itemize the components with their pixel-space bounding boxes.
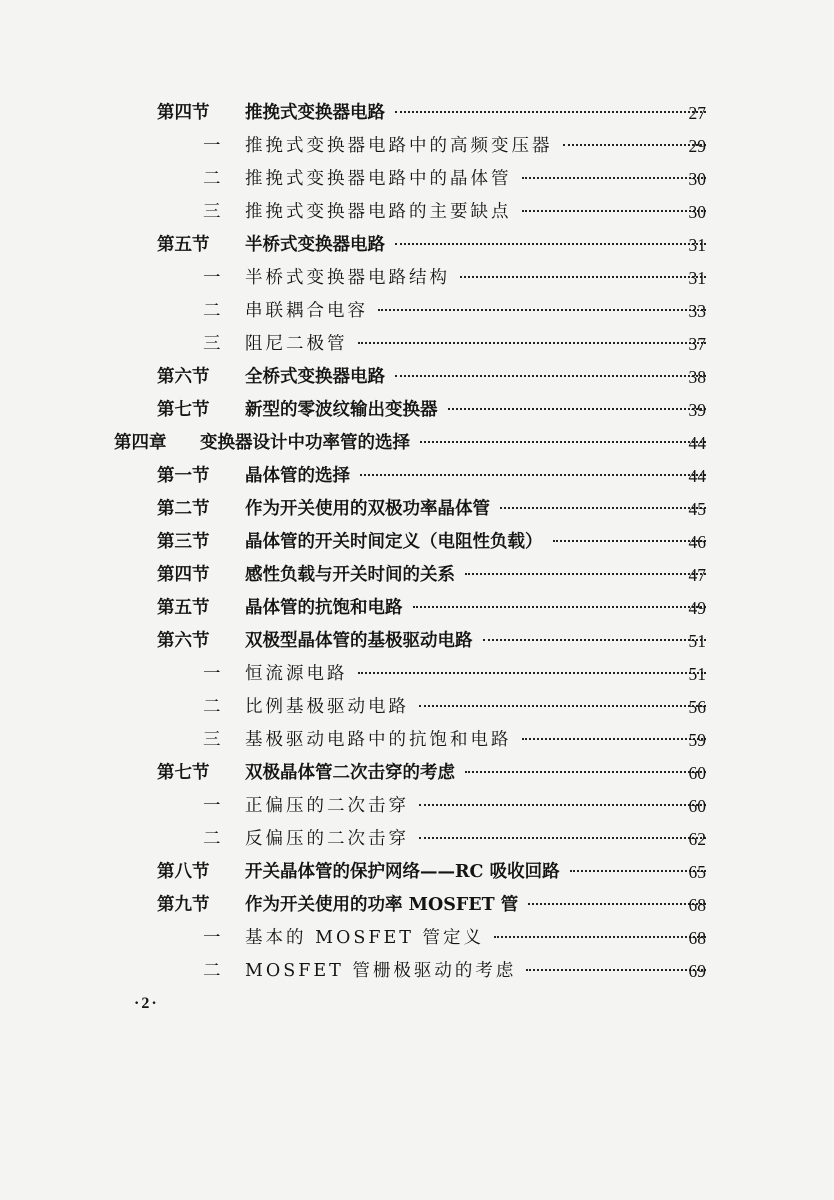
toc-entry-title-line: [245, 163, 706, 196]
toc-entry-page: 56: [688, 697, 706, 717]
dot-leader: [378, 308, 706, 311]
toc-entry-title: 变换器设计中功率管的选择: [200, 433, 410, 453]
toc-subsection-entry: [0, 955, 834, 988]
toc-section-entry: [0, 592, 834, 625]
toc-section-entry: [0, 493, 834, 526]
toc-entry-title: 推挽式变换器电路的主要缺点: [245, 202, 512, 222]
toc-entry-page: 29: [688, 136, 706, 156]
toc-entry-number: 三: [203, 202, 221, 222]
toc-entry-title-line: [245, 625, 706, 658]
toc-entry-title-line: [245, 328, 706, 361]
toc-entry-title-line: [200, 427, 706, 460]
toc-subsection-entry: [0, 691, 834, 724]
toc-entry-page: 49: [688, 598, 706, 618]
toc-entry-title: 推挽式变换器电路中的晶体管: [245, 169, 512, 189]
toc-entry-number: 第五节: [157, 235, 210, 255]
toc-entry-page: 51: [688, 664, 706, 684]
toc-entry-page: 59: [688, 730, 706, 750]
toc-section-entry: [0, 460, 834, 493]
toc-entry-number: 二: [203, 169, 221, 189]
toc-entry-title: 新型的零波纹输出变换器: [245, 400, 438, 420]
toc-entry-title: 推挽式变换器电路中的高频变压器: [245, 136, 553, 156]
toc-entry-page: 47: [688, 565, 706, 585]
toc-entry-title: 全桥式变换器电路: [245, 367, 385, 387]
toc-subsection-entry: [0, 130, 834, 163]
toc-entry-number: 一: [203, 136, 221, 156]
toc-entry-title: 半桥式变换器电路: [245, 235, 385, 255]
dot-leader: [360, 473, 706, 476]
toc-entry-title-line: [245, 229, 706, 262]
toc-subsection-entry: [0, 922, 834, 955]
toc-entry-number: 第九节: [157, 895, 210, 915]
toc-entry-title-line: [245, 526, 706, 559]
toc-entry-page: 44: [688, 433, 706, 453]
toc-entry-number: 第五节: [157, 598, 210, 618]
toc-entry-title-line: [245, 592, 706, 625]
toc-entry-title-line: [245, 394, 706, 427]
toc-entry-number: 第四章: [114, 433, 167, 453]
dot-leader: [483, 638, 707, 641]
toc-section-entry: [0, 394, 834, 427]
toc-subsection-entry: [0, 724, 834, 757]
toc-entry-number: 一: [203, 268, 221, 288]
toc-entry-number: 第三节: [157, 532, 210, 552]
toc-entry-title-line: [245, 559, 706, 592]
toc-entry-title-line: [245, 196, 706, 229]
toc-entry-title: 恒流源电路: [245, 664, 348, 684]
toc-entry-page: 38: [688, 367, 706, 387]
toc-section-entry: [0, 97, 834, 130]
toc-entry-page: 39: [688, 400, 706, 420]
toc-entry-page: 27: [688, 103, 706, 123]
toc-subsection-entry: [0, 262, 834, 295]
toc-entry-page: 68: [688, 928, 706, 948]
toc-entry-title: 基极驱动电路中的抗饱和电路: [245, 730, 512, 750]
toc-entry-number: 二: [203, 961, 221, 981]
toc-entry-title: 比例基极驱动电路: [245, 697, 409, 717]
toc-entry-number: 二: [203, 829, 221, 849]
toc-entry-number: 第二节: [157, 499, 210, 519]
toc-entry-title-line: [245, 97, 706, 130]
dot-leader: [419, 704, 706, 707]
toc-entry-page: 46: [688, 532, 706, 552]
toc-section-entry: [0, 889, 834, 922]
toc-entry-number: 二: [203, 301, 221, 321]
toc-entry-title: 晶体管的选择: [245, 466, 350, 486]
toc-entry-title-line: [245, 823, 706, 856]
toc-entry-number: 第七节: [157, 763, 210, 783]
toc-subsection-entry: [0, 328, 834, 361]
dot-leader: [413, 605, 707, 608]
toc-entry-title: 基本的 MOSFET 管定义: [245, 928, 484, 948]
toc-entry-title-line: [245, 889, 706, 922]
toc-entry-number: 第七节: [157, 400, 210, 420]
toc-entry-page: 44: [688, 466, 706, 486]
dot-leader: [419, 803, 706, 806]
toc-entry-title-line: [245, 361, 706, 394]
toc-entry-page: 60: [688, 796, 706, 816]
toc-entry-number: 二: [203, 697, 221, 717]
toc-entry-title: MOSFET 管栅极驱动的考虑: [245, 961, 517, 981]
toc-entry-title: 晶体管的开关时间定义（电阻性负载）: [245, 532, 543, 552]
toc-entry-title: 正偏压的二次击穿: [245, 796, 409, 816]
toc-entry-number: 第六节: [157, 367, 210, 387]
toc-section-entry: [0, 625, 834, 658]
toc-entry-number: 第六节: [157, 631, 210, 651]
toc-entry-title-line: [245, 460, 706, 493]
toc-entry-title-line: [245, 790, 706, 823]
toc-section-entry: [0, 229, 834, 262]
toc-entry-title-line: [245, 856, 706, 889]
toc-entry-page: 68: [688, 895, 706, 915]
toc-entry-title-line: [245, 757, 706, 790]
toc-entry-title-line: [245, 130, 706, 163]
toc-entry-title-line: [245, 955, 706, 988]
toc-entry-number: 一: [203, 664, 221, 684]
toc-entry-page: 69: [688, 961, 706, 981]
dot-leader: [395, 242, 706, 245]
toc-entry-title: 双极型晶体管的基极驱动电路: [245, 631, 473, 651]
toc-entry-title-line: [245, 658, 706, 691]
toc-subsection-entry: [0, 295, 834, 328]
toc-entry-title-line: [245, 691, 706, 724]
dot-leader: [358, 671, 707, 674]
toc-subsection-entry: [0, 823, 834, 856]
toc-entry-title-line: [245, 493, 706, 526]
toc-entry-page: 51: [688, 631, 706, 651]
toc-entry-title: 感性负载与开关时间的关系: [245, 565, 455, 585]
toc-entry-number: 三: [203, 730, 221, 750]
dot-leader: [494, 935, 706, 938]
toc-entry-title-line: [245, 724, 706, 757]
toc-entry-title: 双极晶体管二次击穿的考虑: [245, 763, 455, 783]
toc-chapter-entry: [0, 427, 834, 460]
toc-entry-title: 作为开关使用的功率 MOSFET 管: [245, 895, 519, 915]
dot-leader: [419, 836, 706, 839]
toc-subsection-entry: [0, 790, 834, 823]
toc-section-entry: [0, 757, 834, 790]
toc-entry-title: 晶体管的抗饱和电路: [245, 598, 403, 618]
toc-entry-page: 31: [688, 235, 706, 255]
dot-leader: [395, 374, 706, 377]
dot-leader: [465, 770, 706, 773]
toc-entry-page: 62: [688, 829, 706, 849]
toc-entry-title-line: [245, 262, 706, 295]
toc-entry-title: 推挽式变换器电路: [245, 103, 385, 123]
dot-leader: [395, 110, 706, 113]
toc-entry-number: 一: [203, 928, 221, 948]
toc-entry-page: 33: [688, 301, 706, 321]
toc-entry-number: 三: [203, 334, 221, 354]
dot-leader: [358, 341, 707, 344]
dot-leader: [420, 440, 706, 443]
toc-entry-page: 60: [688, 763, 706, 783]
toc-section-entry: [0, 361, 834, 394]
toc-entry-page: 30: [688, 169, 706, 189]
toc-entry-number: 第四节: [157, 103, 210, 123]
dot-leader: [460, 275, 706, 278]
dot-leader: [465, 572, 706, 575]
toc-entry-title: 作为开关使用的双极功率晶体管: [245, 499, 490, 519]
toc-entry-page: 30: [688, 202, 706, 222]
toc-subsection-entry: [0, 658, 834, 691]
page-number: ·2·: [134, 995, 159, 1012]
toc-entry-title: 半桥式变换器电路结构: [245, 268, 450, 288]
toc-entry-number: 一: [203, 796, 221, 816]
toc-entry-number: 第八节: [157, 862, 210, 882]
toc-section-entry: [0, 559, 834, 592]
dot-leader: [448, 407, 707, 410]
toc-section-entry: [0, 856, 834, 889]
toc-entry-page: 37: [688, 334, 706, 354]
toc-entry-title-line: [245, 922, 706, 955]
toc-entry-title: 反偏压的二次击穿: [245, 829, 409, 849]
toc-subsection-entry: [0, 163, 834, 196]
toc-subsection-entry: [0, 196, 834, 229]
toc-entry-title: 开关晶体管的保护网络——RC 吸收回路: [245, 862, 560, 882]
toc-entry-page: 65: [688, 862, 706, 882]
toc-entry-title: 阻尼二极管: [245, 334, 348, 354]
toc-entry-number: 第四节: [157, 565, 210, 585]
toc-entry-title: 串联耦合电容: [245, 301, 368, 321]
toc-entry-title-line: [245, 295, 706, 328]
toc-section-entry: [0, 526, 834, 559]
toc-entry-page: 45: [688, 499, 706, 519]
toc-entry-page: 31: [688, 268, 706, 288]
toc-entry-number: 第一节: [157, 466, 210, 486]
